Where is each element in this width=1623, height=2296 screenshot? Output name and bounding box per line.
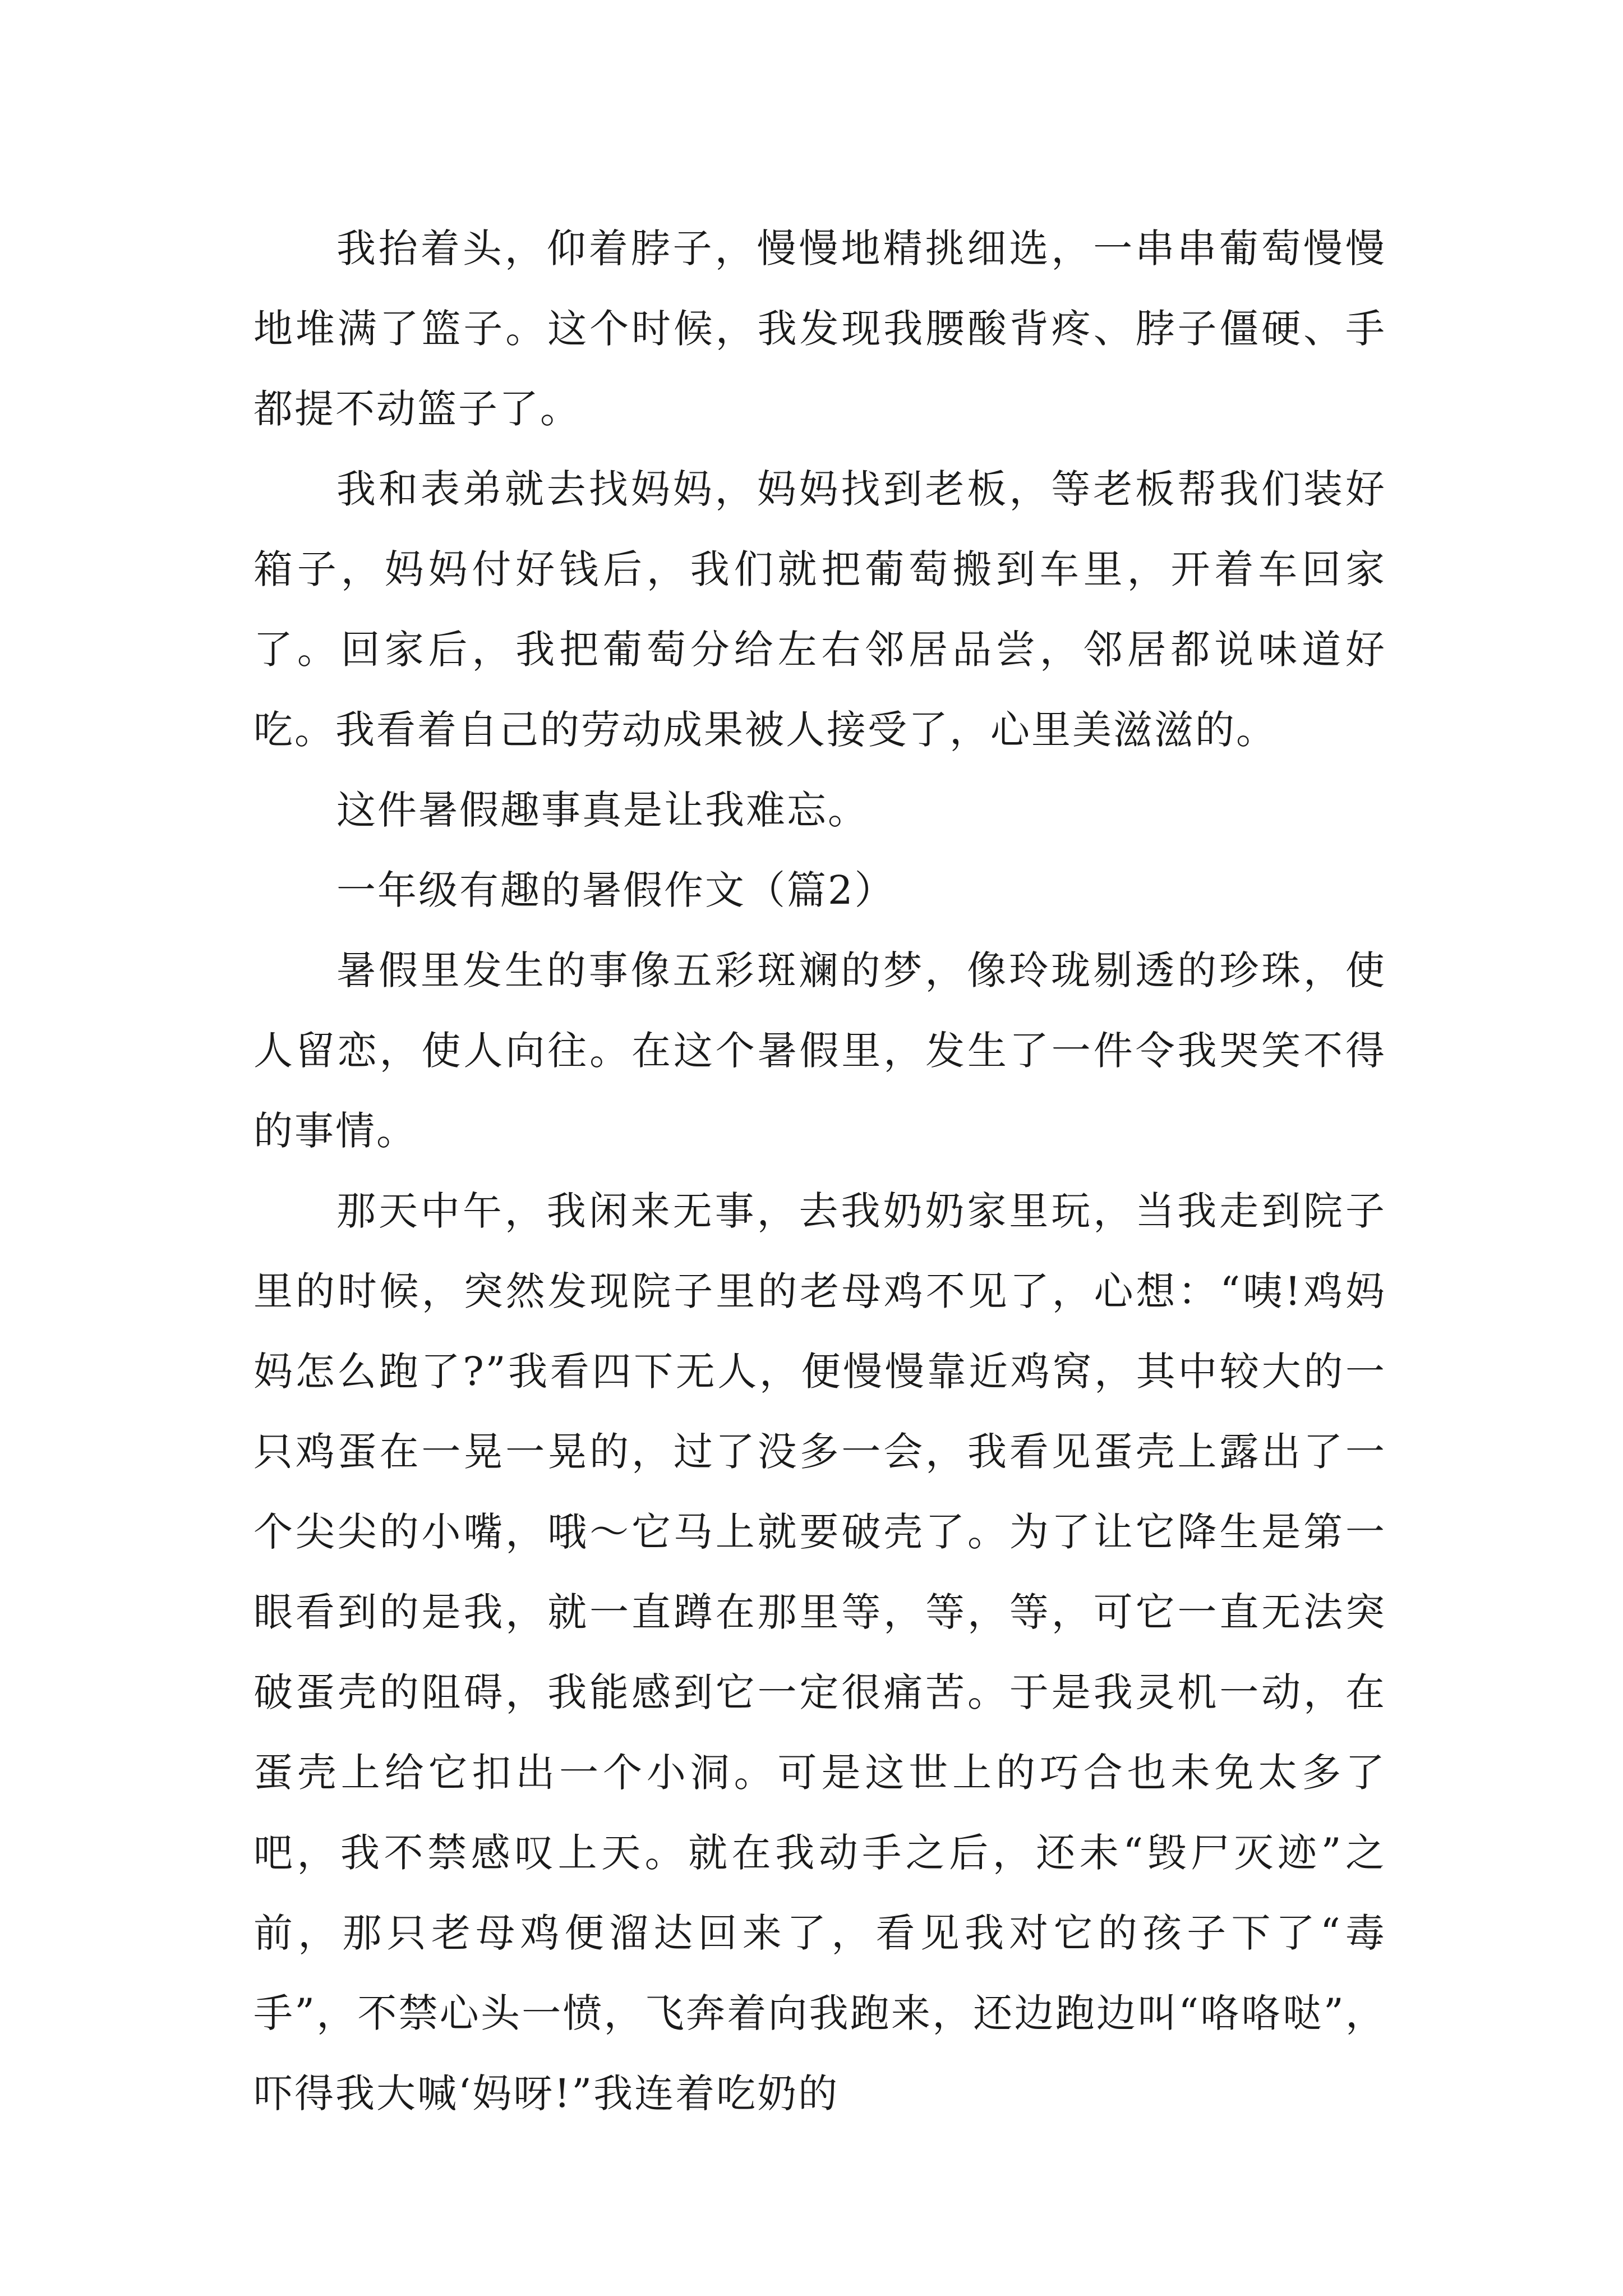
paragraph-going-home: 我和表弟就去找妈妈，妈妈找到老板，等老板帮我们装好箱子，妈妈付好钱后，我们就把葡萄搬到车里，开着车回家了。回家后，我把葡萄分给左右邻居品尝，邻居都说味道好吃。我看着自己的劳动成果被人接受了，心里美滋滋的。 (253, 466, 1386, 753)
document-body (253, 209, 1386, 2134)
paragraph-conclusion: 这件暑假趣事真是让我难忘。 (336, 787, 869, 833)
essay-heading-part-2: 一年级有趣的暑假作文（篇2） (336, 867, 896, 913)
paragraph-chicken-story: 那天中午，我闲来无事，去我奶奶家里玩，当我走到院子里的时候，突然发现院子里的老母鸡不见了，心想：“咦!鸡妈妈怎么跑了?”我看四下无人，便慢慢靠近鸡窝，其中较大的一只鸡蛋在一晃一晃的，过了没多一会，我看见蛋壳上露出了一个尖尖的小嘴，哦～它马上就要破壳了。为了让它降生是第一眼看到的是我，就一直蹲在那里等，等，等，可它一直无法突破蛋壳的阻碍，我能感到它一定很痛苦。于是我灵机一动，在蛋壳上给它扣出一个小洞。可是这世上的巧合也未免太多了吧，我不禁感叹上天。就在我动手之后，还未“毁尸灭迹”之前，那只老母鸡便溜达回来了，看见我对它的孩子下了“毒手”，不禁心头一愤，飞奔着向我跑来，还边跑边叫“咯咯哒”，吓得我大喊‘妈呀!”我连着吃奶的 (253, 1188, 1386, 2116)
paragraph-introduction: 暑假里发生的事像五彩斑斓的梦，像玲珑剔透的珍珠，使人留恋，使人向往。在这个暑假里，发生了一件令我哭笑不得的事情。 (253, 947, 1386, 1154)
paragraph-grape-picking: 我抬着头，仰着脖子，慢慢地精挑细选，一串串葡萄慢慢地堆满了篮子。这个时候，我发现我腰酸背疼、脖子僵硬、手都提不动篮子了。 (253, 226, 1386, 432)
